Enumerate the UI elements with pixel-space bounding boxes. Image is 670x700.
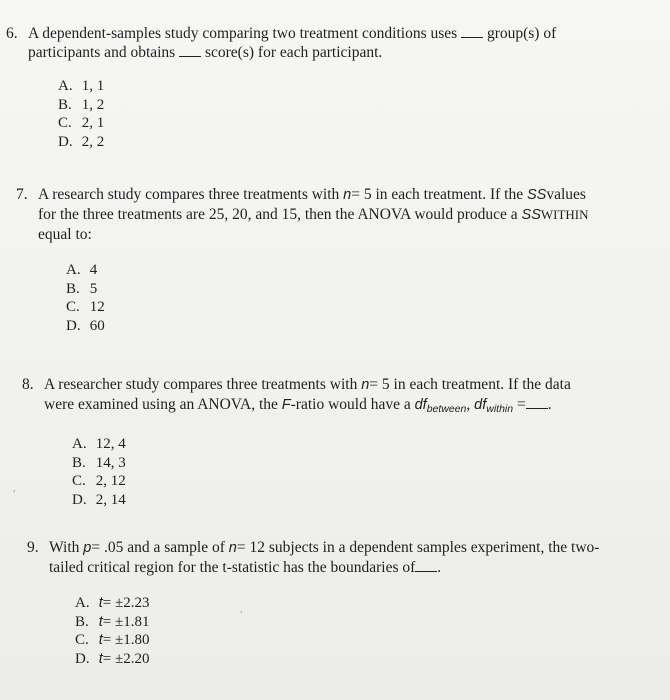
- answer-blank: [179, 43, 201, 57]
- option-letter: C.: [75, 632, 89, 648]
- question-6: [6, 24, 556, 151]
- option: [75, 631, 599, 650]
- options-list: [66, 261, 589, 335]
- question-text: = 5 in each treatment. If the: [351, 186, 524, 203]
- question-8-line-1: [22, 375, 571, 395]
- option-letter: A.: [75, 595, 90, 611]
- variable-f: F: [281, 397, 291, 413]
- variable-p: p: [83, 540, 92, 556]
- variable-n: n: [228, 540, 237, 556]
- option-letter: D.: [72, 491, 87, 508]
- question-number: 8.: [22, 376, 34, 393]
- option: [66, 298, 589, 317]
- option-letter: D.: [58, 133, 73, 150]
- option: [75, 650, 599, 669]
- option: [58, 133, 556, 152]
- question-text: score(s) for each participant.: [204, 44, 383, 61]
- question-9-line-1: [27, 538, 599, 558]
- question-text: equal to:: [38, 226, 92, 243]
- option: [75, 613, 599, 632]
- option: [58, 114, 556, 133]
- variable-df-within: df: [474, 397, 487, 413]
- option: [72, 472, 571, 491]
- question-text: group(s) of: [486, 25, 557, 42]
- question-text: With: [49, 539, 80, 556]
- option-letter: A.: [66, 262, 81, 278]
- question-8-line-2: were examined using an ANOVA, the F-ratio would have a $df_{between}$, $df_{within}$ = .: [44, 396, 552, 415]
- question-7-line-1: [16, 185, 589, 205]
- option-letter: A.: [72, 436, 87, 452]
- question-text: were examined using an ANOVA, the: [44, 396, 278, 413]
- option: [75, 594, 599, 613]
- option-value: = ±1.80: [102, 632, 150, 648]
- options-list: [72, 435, 571, 509]
- option-letter: C.: [66, 299, 80, 315]
- options-list: [58, 77, 556, 151]
- answer-blank: [415, 558, 437, 572]
- option-letter: C.: [58, 115, 72, 131]
- answer-blank: [526, 395, 548, 409]
- option-letter: C.: [72, 473, 86, 489]
- variable-n: n: [343, 187, 352, 203]
- option-letter: B.: [66, 280, 80, 297]
- variable-n: n: [361, 377, 370, 393]
- option: [66, 280, 589, 299]
- question-6-line-2: [6, 43, 556, 62]
- option-letter: B.: [75, 613, 89, 630]
- question-number: 7.: [16, 186, 28, 203]
- variable-ss: SS: [526, 187, 547, 203]
- option: [72, 491, 571, 510]
- question-text: tailed critical region for the t-statistic has the boundaries of: [49, 559, 416, 576]
- option-value: 12, 4: [95, 436, 126, 452]
- question-text: = 12 subjects in a dependent samples experiment, the two-: [236, 539, 600, 556]
- subscript-within: within: [486, 403, 514, 415]
- question-text: -ratio would have a: [290, 396, 411, 413]
- question-text: A research study compares three treatments with: [38, 186, 340, 203]
- question-9: [27, 538, 599, 668]
- question-text: for the three treatments are 25, 20, and 15, then the ANOVA would produce a: [38, 206, 518, 223]
- variable-t: t: [98, 650, 103, 667]
- option: [58, 77, 556, 96]
- option-value: 12: [89, 299, 105, 315]
- options-list: [75, 594, 599, 668]
- option-value: 5: [89, 280, 98, 297]
- variable-t: t: [98, 595, 103, 611]
- option-letter: A.: [58, 78, 73, 94]
- option-value: 60: [89, 317, 105, 334]
- question-number: 6.: [6, 25, 18, 42]
- answer-blank: [461, 24, 483, 38]
- question-number: 9.: [27, 539, 39, 556]
- variable-t: t: [98, 632, 103, 648]
- question-text: participants and obtains: [28, 44, 176, 61]
- option-value: 4: [89, 262, 98, 278]
- question-7-line-3: [16, 225, 589, 244]
- variable-ss-within: SS: [521, 207, 541, 223]
- question-text: A dependent-samples study comparing two treatment conditions uses: [28, 25, 458, 42]
- subscript-within: WITHIN: [540, 207, 589, 222]
- subscript-between: between: [426, 403, 467, 415]
- question-6-line-1: [6, 24, 556, 43]
- option-value: = ±2.23: [102, 595, 150, 611]
- option-letter: B.: [58, 96, 72, 113]
- option-value: 2, 12: [95, 473, 126, 489]
- question-7: [16, 185, 589, 335]
- option-value: 2, 14: [95, 491, 126, 508]
- stray-mark: ,: [13, 483, 16, 494]
- option-value: 2, 2: [81, 133, 105, 150]
- question-text: values: [546, 186, 586, 203]
- option-value: 2, 1: [81, 115, 105, 131]
- option-letter: D.: [75, 650, 90, 667]
- question-text: A researcher study compares three treatments with: [44, 376, 358, 393]
- option-value: 1, 2: [81, 96, 105, 113]
- option-letter: B.: [72, 454, 86, 471]
- option: [72, 454, 571, 473]
- option-value: = ±1.81: [102, 613, 150, 630]
- option: [66, 317, 589, 336]
- option-letter: D.: [66, 317, 81, 334]
- option-value: = ±2.20: [102, 650, 150, 667]
- variable-t: t: [98, 613, 103, 630]
- option: [72, 435, 571, 454]
- variable-df-between: df: [414, 397, 427, 413]
- question-8: [22, 375, 571, 509]
- option-value: 14, 3: [95, 454, 126, 471]
- question-text: = .05 and a sample of: [91, 539, 225, 556]
- option-value: 1, 1: [81, 78, 105, 94]
- question-9-line-2: tailed critical region for the t-statistic has the boundaries of .: [49, 559, 442, 576]
- option: [58, 96, 556, 115]
- question-7-line-2: [16, 205, 589, 225]
- stray-mark: ,: [240, 604, 243, 615]
- question-text: = 5 in each treatment. If the data: [369, 376, 571, 393]
- option: [66, 261, 589, 280]
